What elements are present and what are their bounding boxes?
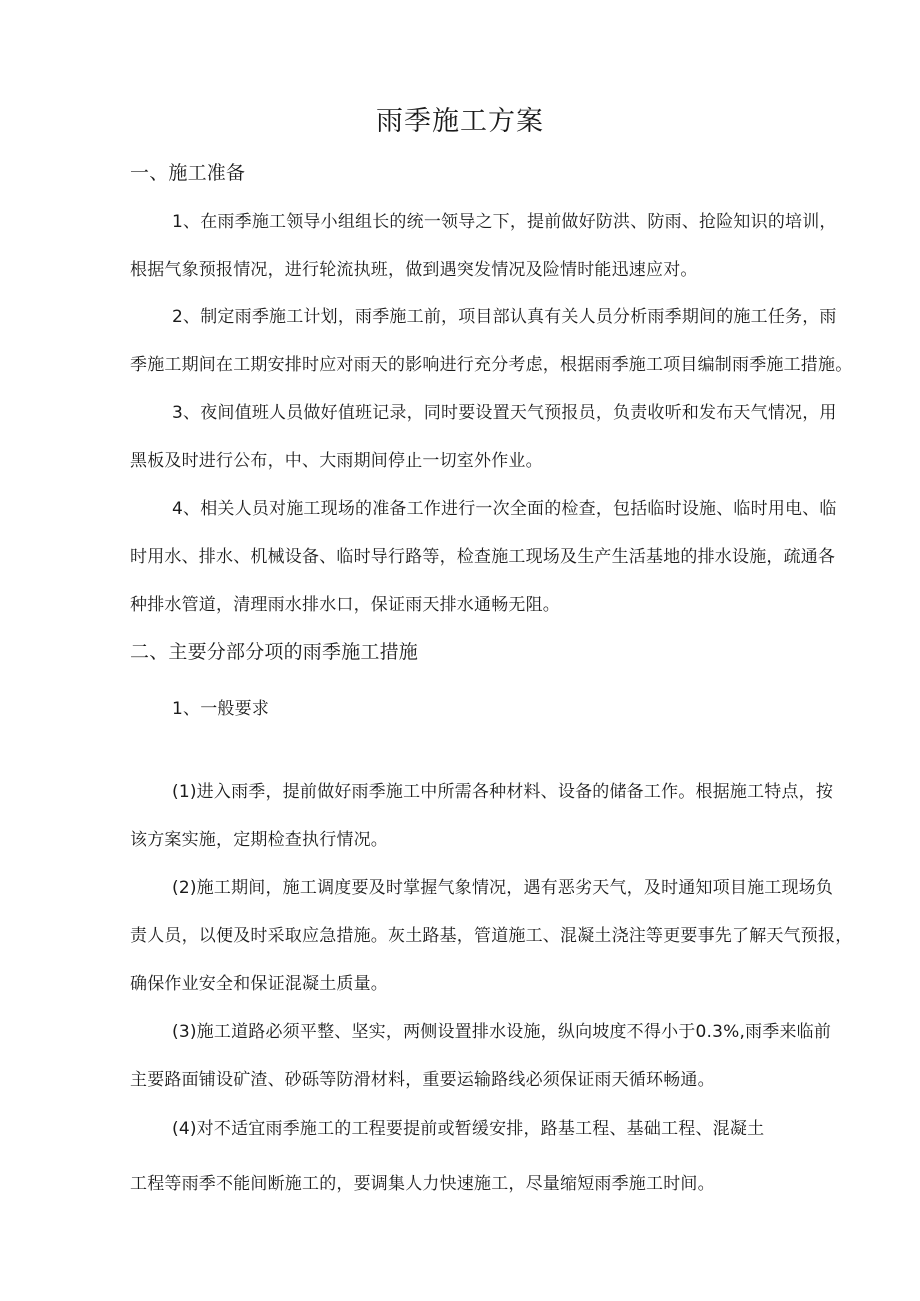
paragraph-line: 工程等雨季不能间断施工的，要调集人力快速施工，尽量缩短雨季施工时间。	[130, 1174, 715, 1194]
paragraph-line: 该方案实施，定期检查执行情况。	[130, 830, 388, 850]
section-heading-2: 二、主要分部分项的雨季施工措施	[130, 641, 419, 663]
paragraph-line: (2)施工期间，施工调度要及时掌握气象情况，遇有恶劣天气，及时通知项目施工现场负	[172, 878, 834, 898]
paragraph-line: 责人员，以便及时采取应急措施。灰土路基，管道施工、混凝土浇注等更要事先了解天气预报，	[130, 926, 853, 946]
paragraph-line: 4、相关人员对施工现场的准备工作进行一次全面的检查，包括临时设施、临时用电、临	[172, 499, 837, 519]
subsection-heading: 1、一般要求	[172, 699, 270, 719]
paragraph-line: 季施工期间在工期安排时应对雨天的影响进行充分考虑，根据雨季施工项目编制雨季施工措施。	[130, 355, 853, 375]
document-title: 雨季施工方案	[376, 106, 544, 137]
paragraph-line: (1)进入雨季，提前做好雨季施工中所需各种材料、设备的储备工作。根据施工特点，按	[172, 782, 834, 802]
paragraph-line: 3、夜间值班人员做好值班记录，同时要设置天气预报员，负责收听和发布天气情况，用	[172, 403, 837, 423]
paragraph-line: 确保作业安全和保证混凝土质量。	[130, 974, 388, 994]
paragraph-line: 种排水管道，清理雨水排水口，保证雨天排水通畅无阻。	[130, 595, 560, 615]
paragraph-line: 1、在雨季施工领导小组组长的统一领导之下，提前做好防洪、防雨、抢险知识的培训，	[172, 212, 837, 232]
paragraph-line: 根据气象预报情况，进行轮流执班，做到遇突发情况及险情时能迅速应对。	[130, 260, 698, 280]
paragraph-line: 黑板及时进行公布，中、大雨期间停止一切室外作业。	[130, 451, 543, 471]
paragraph-line: (3)施工道路必须平整、坚实，两侧设置排水设施，纵向坡度不得小于0.3%,雨季来临前	[172, 1022, 832, 1042]
section-heading-1: 一、施工准备	[130, 162, 246, 184]
paragraph-line: 时用水、排水、机械设备、临时导行路等，检查施工现场及生产生活基地的排水设施，疏通各	[130, 547, 836, 567]
paragraph-line: (4)对不适宜雨季施工的工程要提前或暂缓安排，路基工程、基础工程、混凝土	[172, 1119, 765, 1139]
paragraph-line: 2、制定雨季施工计划，雨季施工前，项目部认真有关人员分析雨季期间的施工任务，雨	[172, 307, 837, 327]
paragraph-line: 主要路面铺设矿渣、砂砾等防滑材料，重要运输路线必须保证雨天循环畅通。	[130, 1070, 715, 1090]
